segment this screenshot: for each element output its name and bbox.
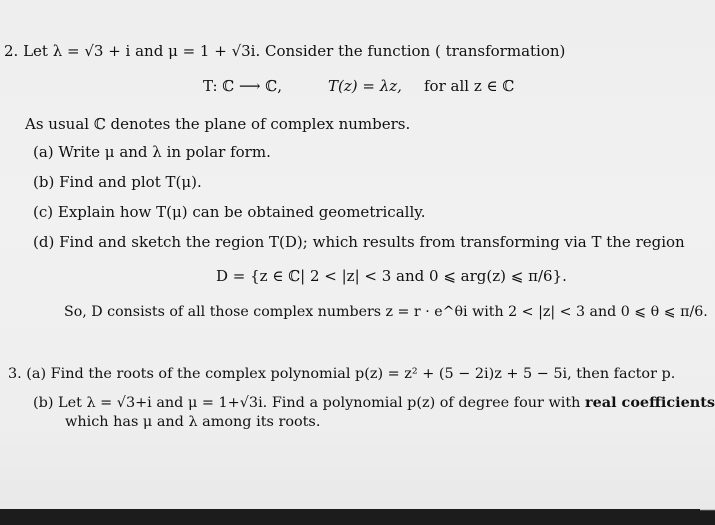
- problem-2-part-a: (a) Write μ and λ in polar form.: [33, 143, 271, 161]
- problem-2-part-b: (b) Find and plot T(μ).: [33, 173, 202, 191]
- problem-2-intro: 2. Let λ = √3 + i and μ = 1 + √3i. Consider the function ( transformation): [4, 42, 566, 60]
- map-formula: T(z) = λz,: [328, 77, 402, 95]
- region-definition: D = {z ∈ ℂ| 2 < |z| < 3 and 0 ⩽ arg(z) ⩽ π/6}.: [216, 267, 567, 285]
- problem-3-part-b-line-2: which has μ and λ among its roots.: [65, 414, 321, 430]
- complex-plane-note: As usual ℂ denotes the plane of complex numbers.: [25, 115, 411, 133]
- problem-3-part-a: 3. (a) Find the roots of the complex polynomial p(z) = z² + (5 − 2i)z + 5 − 5i, then factor p.: [8, 366, 676, 382]
- region-explanation: So, D consists of all those complex numbers z = r · e^θi with 2 < |z| < 3 and 0 ⩽ θ ⩽ π/6.: [64, 304, 708, 320]
- map-domain: for all z ∈ ℂ: [424, 77, 515, 95]
- real-coefficients-emphasis: real coefficients: [585, 394, 715, 411]
- problem-2-part-c: (c) Explain how T(μ) can be obtained geometrically.: [33, 203, 426, 221]
- problem-3-part-b-line-1: [33, 393, 715, 413]
- problem-3-part-b-text: (b) Let λ = √3+i and μ = 1+√3i. Find a polynomial p(z) of degree four with: [33, 395, 581, 411]
- map-declaration: T: ℂ ⟶ ℂ,: [203, 77, 282, 95]
- problem-2-part-d: (d) Find and sketch the region T(D); which results from transforming via T the region: [33, 233, 685, 251]
- bottom-dark-edge: [0, 509, 700, 525]
